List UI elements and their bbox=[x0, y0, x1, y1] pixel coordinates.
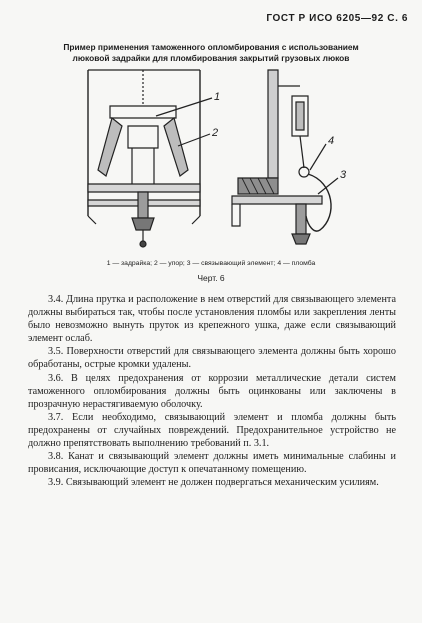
paragraph-3-8: 3.8. Канат и связывающий элемент должны иметь минимальные слабины и провисания, исключающие доступ к опечатанному помещению. bbox=[28, 451, 396, 476]
right-view bbox=[232, 70, 331, 244]
paragraph-3-7: 3.7. Если необходимо, связывающий элемент и пломба должны быть предохранены от случайных повреждений. Предохранительное устройство не должно препятствовать выполнению требований п. 3.1. bbox=[28, 411, 396, 450]
callout-4: 4 bbox=[328, 135, 335, 147]
technical-drawing bbox=[52, 66, 382, 256]
caption-line-1: Пример применения таможенного опломбирования с использованием bbox=[63, 42, 359, 52]
page-header: ГОСТ Р ИСО 6205—92 С. 6 bbox=[266, 13, 408, 24]
figure-caption bbox=[30, 42, 392, 64]
figure-legend: 1 — задрайка; 2 — упор; 3 — связывающий элемент; 4 — пломба bbox=[106, 260, 316, 267]
paragraph-3-5: 3.5. Поверхности отверстий для связывающего элемента должны быть хорошо обработаны, острые кромки удалены. bbox=[28, 346, 396, 371]
paragraph-3-6: 3.6. В целях предохранения от коррозии металлические детали систем таможенного опломбирования должны быть оцинкованы или заключены в прозрачную нерастягиваемую оболочку. bbox=[28, 372, 396, 410]
figure-number: Черт. 6 bbox=[197, 273, 225, 283]
callout-1: 1 bbox=[214, 91, 221, 103]
caption-line-2: люковой задрайки для пломбирования закрытий грузовых люков bbox=[72, 53, 350, 63]
callout-3: 3 bbox=[340, 169, 347, 181]
drawing-svg bbox=[52, 66, 382, 256]
paragraph-3-9: 3.9. Связывающий элемент не должен подвергаться механическим усилиям. bbox=[48, 477, 379, 489]
body-text bbox=[28, 293, 396, 489]
paragraph-3-4: 3.4. Длина прутка и расположение в нем отверстий для связывающего элемента должны выбираться так, чтобы после установления пломбы или закрепления ленты было невозможно вынуть пруток из крепежного ушка, даже если связывающий элемент ослаб. bbox=[28, 294, 396, 345]
left-view bbox=[88, 70, 200, 247]
callout-2: 2 bbox=[212, 127, 219, 139]
